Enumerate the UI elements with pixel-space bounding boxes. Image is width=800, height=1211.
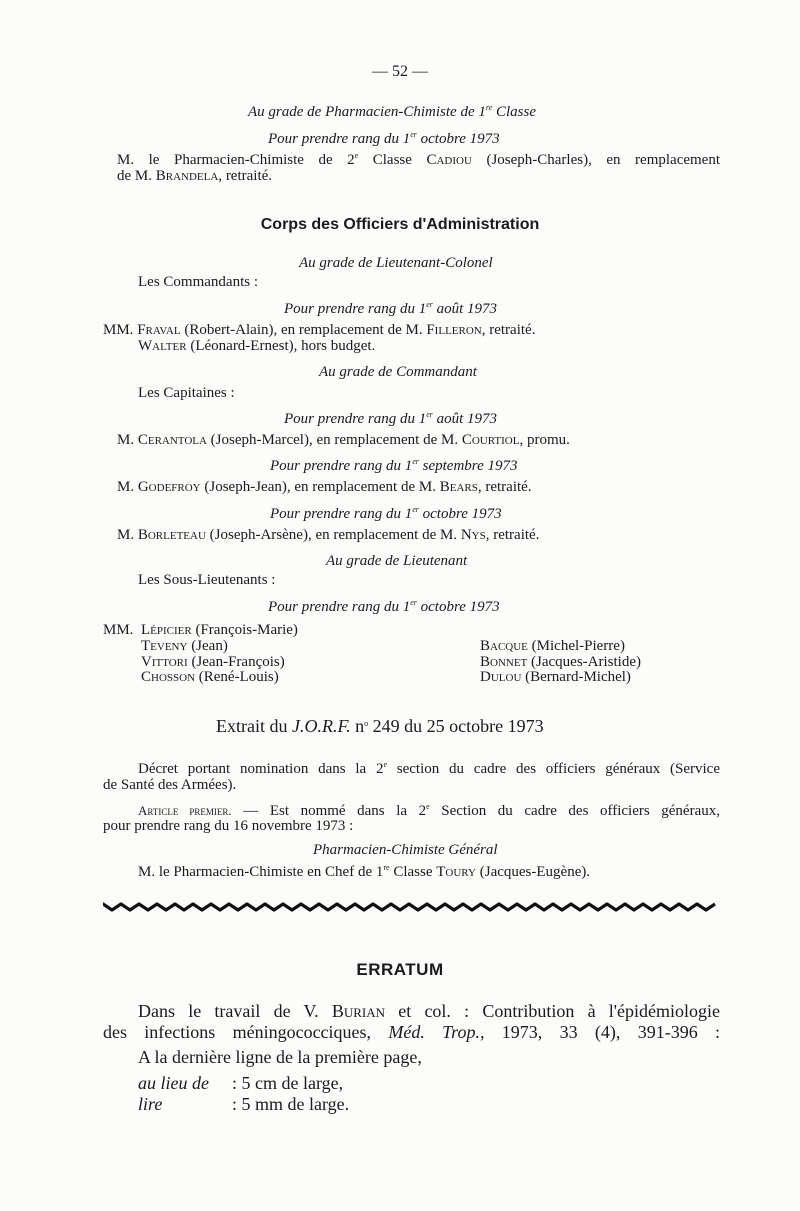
wavy-divider: [103, 899, 720, 915]
article-line2: pour prendre rang du 16 novembre 1973 :: [103, 818, 354, 834]
rang-aout-1: Pour prendre rang du 1er août 1973: [284, 300, 498, 317]
grade-lieutenant-colonel: Au grade de Lieutenant-Colonel: [299, 255, 493, 271]
rang-octobre-1: Pour prendre rang du 1er octobre 1973: [270, 505, 502, 522]
entry-fraval: MM. Fraval (Robert-Alain), en remplacement de M. Filleron, retraité.: [103, 322, 536, 338]
page-number: — 52 —: [372, 63, 428, 80]
names-left-1: Teveny (Jean): [141, 638, 228, 654]
erratum-line1: Dans le travail de V. Burian et col. : Contribution à l'épidémiologie: [138, 1001, 720, 1021]
names-right-1: Bonnet (Jacques-Aristide): [480, 654, 641, 670]
erratum-line3: A la dernière ligne de la première page,: [138, 1047, 422, 1067]
grade-commandant: Au grade de Commandant: [319, 364, 477, 380]
label-sous-lieutenants: Les Sous-Lieutenants :: [138, 572, 276, 588]
label-capitaines: Les Capitaines :: [138, 385, 235, 401]
rang-octobre-2: Pour prendre rang du 1er octobre 1973: [268, 598, 500, 615]
au-lieu-label: au lieu de: [138, 1073, 209, 1093]
article-line1: Article premier. — Est nommé dans la 2e Section du cadre des officiers généraux,: [138, 802, 720, 819]
erratum-line2: des infections méningococciques, Méd. Trop., 1973, 33 (4), 391-396 :: [103, 1022, 721, 1042]
rang-aout-2: Pour prendre rang du 1er août 1973: [284, 410, 498, 427]
entry-borleteau: M. Borleteau (Joseph-Arsène), en remplacement de M. Nys, retraité.: [117, 527, 540, 543]
erratum-title: ERRATUM: [356, 960, 444, 979]
grade-pharmacien-general: Pharmacien-Chimiste Général: [313, 842, 498, 858]
names-left-0: Lépicier (François-Marie): [141, 622, 298, 638]
section-title-officiers: Corps des Officiers d'Administration: [260, 216, 540, 233]
rang-septembre: Pour prendre rang du 1er septembre 1973: [270, 457, 518, 474]
au-lieu-value: : 5 cm de large,: [232, 1073, 344, 1093]
entry-walter: Walter (Léonard-Ernest), hors budget.: [138, 338, 376, 354]
decret-line2: de Santé des Armées).: [103, 777, 237, 793]
entry-godefroy: M. Godefroy (Joseph-Jean), en remplacement de M. Bears, retraité.: [117, 479, 532, 495]
names-left-3: Chosson (René-Louis): [141, 669, 279, 685]
decret-line1: Décret portant nomination dans la 2e section du cadre des officiers généraux (Service: [138, 760, 720, 777]
names-right-2: Dulou (Bernard-Michel): [480, 669, 631, 685]
names-left-2: Vittori (Jean-François): [141, 654, 285, 670]
entry-cerantola: M. Cerantola (Joseph-Marcel), en remplacement de M. Courtiol, promu.: [117, 432, 570, 448]
pharm-line2: de M. Brandela, retraité.: [117, 168, 273, 184]
entry-toury: M. le Pharmacien-Chimiste en Chef de 1re Classe Toury (Jacques-Eugène).: [138, 863, 591, 880]
names-right-0: Bacque (Michel-Pierre): [480, 638, 625, 654]
mm-label: MM.: [103, 622, 134, 638]
extrait-title: Extrait du J.O.R.F. $n^o$ 249 du 25 octobre 1973: [216, 716, 544, 736]
label-commandants: Les Commandants :: [138, 274, 258, 290]
pharm-line1: M. le Pharmacien-Chimiste de 2e Classe Cadiou (Joseph-Charles), en remplacement: [117, 151, 721, 168]
lire-value: : 5 mm de large.: [232, 1094, 350, 1114]
grade-lieutenant: Au grade de Lieutenant: [326, 553, 468, 569]
pharm-rang: Pour prendre rang du 1er octobre 1973: [268, 130, 500, 147]
pharm-grade: Au grade de Pharmacien-Chimiste de 1re Classe: [248, 103, 537, 120]
lire-label: lire: [138, 1094, 163, 1114]
